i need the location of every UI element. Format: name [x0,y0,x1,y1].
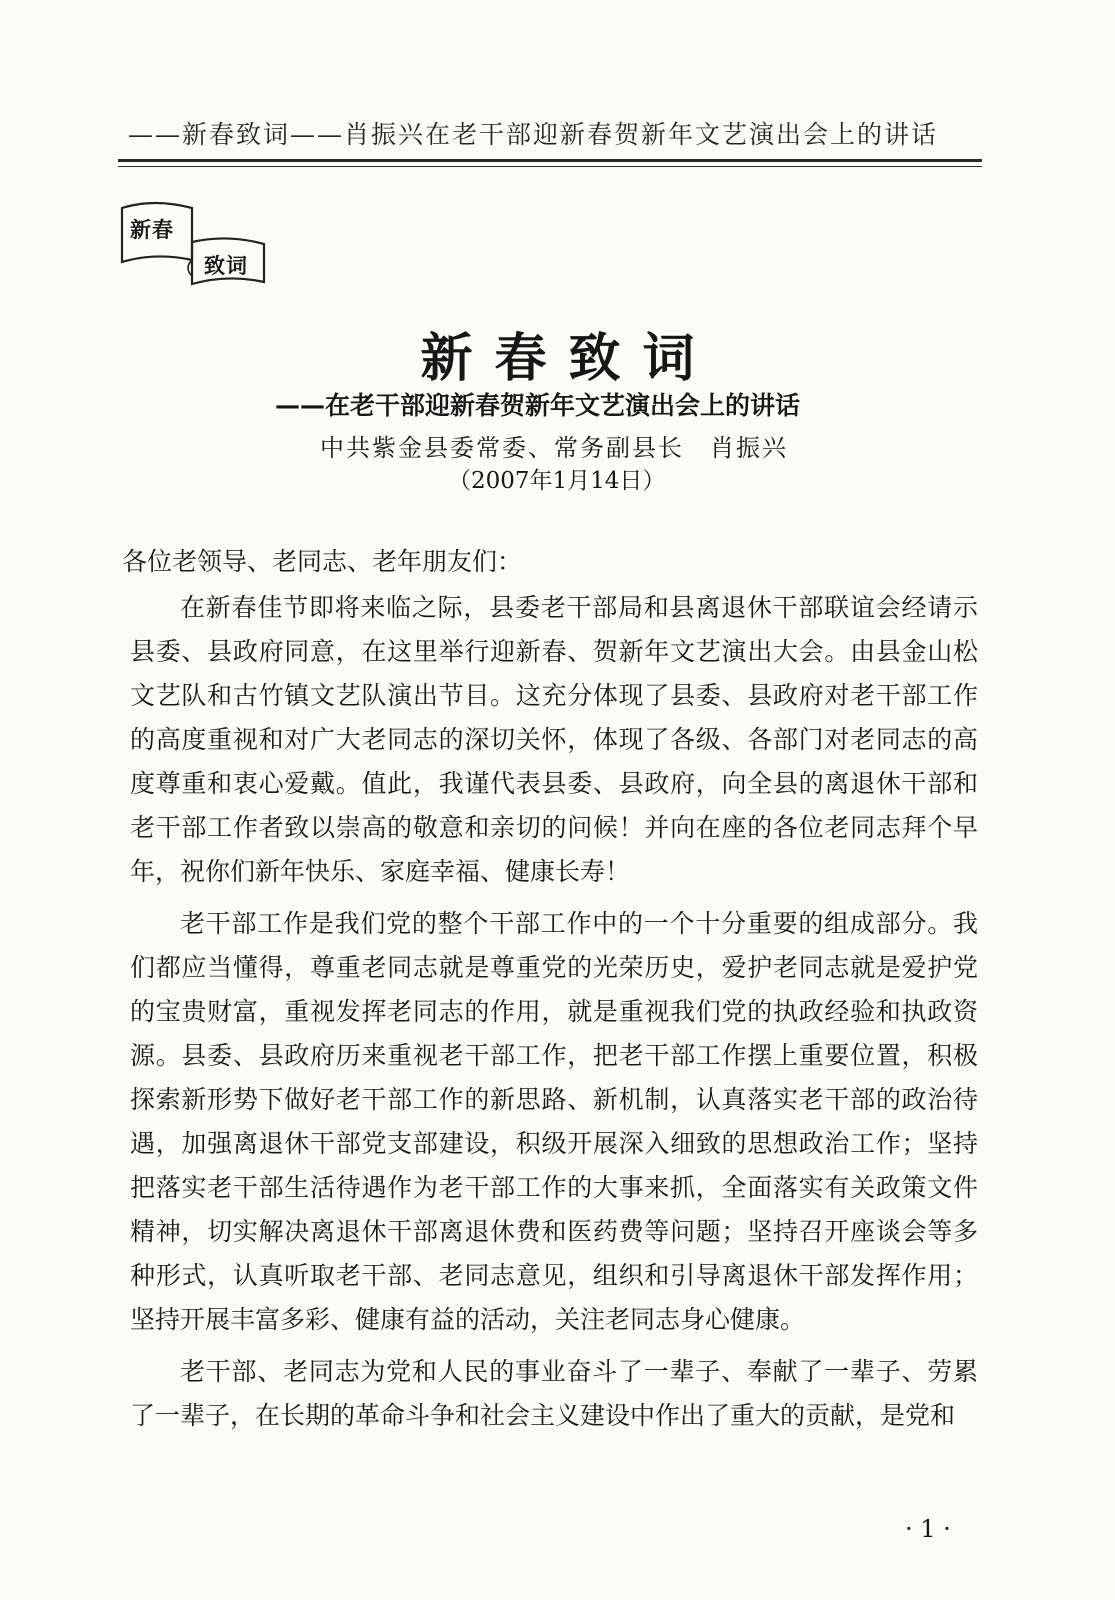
article-subtitle: ——在老干部迎新春贺新年文艺演出会上的讲话 [275,391,801,420]
article-author: 中共紫金县委常委、常务副县长 肖振兴 [320,434,788,462]
article-title: 新春致词 [420,328,717,389]
body-paragraph: 老干部、老同志为党和人民的事业奋斗了一辈子、奉献了一辈子、劳累了一辈子，在长期的革命斗争和社会主义建设中作出了重大的贡献，是党和 [130,1357,978,1430]
page-number: · 1 · [905,1515,951,1543]
header-rule-thin [118,166,982,167]
article-date: （2007年1月14日） [448,468,666,494]
stamp-text-line1: 新春 [130,217,174,242]
section-stamp-logo [118,198,268,298]
stamp-text-line2: 致词 [204,253,248,278]
body-paragraph: 老干部工作是我们党的整个干部工作中的一个十分重要的组成部分。我们都应当懂得，尊重老同志就是尊重党的光荣历史，爱护老同志就是爱护党的宝贵财富，重视发挥老同志的作用，就是重视我们党的执政经验和执政资源。县委、县政府历来重视老干部工作，把老干部工作摆上重要位置，积极探索新形势下做好老干部工作的新思路、新机制，认真落实老干部的政治待遇，加强离退休干部党支部建设，积级开展深入细致的思想政治工作；坚持把落实老干部生活待遇作为老干部工作的大事来抓，全面落实有关政策文件精神，切实解决离退休干部离退休费和医药费等问题；坚持召开座谈会等多种形式，认真听取老干部、老同志意见，组织和引导离退休干部发挥作用；坚持开展丰富多彩、健康有益的活动，关注老同志身心健康。 [130,909,978,1334]
body-paragraph: 在新春佳节即将来临之际，县委老干部局和县离退休干部联谊会经请示县委、县政府同意，在这里举行迎新春、贺新年文艺演出大会。由县金山松文艺队和古竹镇文艺队演出节目。这充分体现了县委、县政府对老干部工作的高度重视和对广大老同志的深切关怀，体现了各级、各部门对老同志的高度尊重和衷心爱戴。值此，我谨代表县委、县政府，向全县的离退休干部和老干部工作者致以崇高的敬意和亲切的问候！并向在座的各位老同志拜个早年，祝你们新年快乐、家庭幸福、健康长寿！ [130,593,978,886]
article-body [130,586,978,1446]
header-rule-thick [118,159,982,162]
stamp-frame-graphic [118,198,268,298]
salutation: 各位老领导、老同志、老年朋友们： [122,547,523,576]
running-header: ——新春致词——肖振兴在老干部迎新春贺新年文艺演出会上的讲话 [128,120,939,149]
